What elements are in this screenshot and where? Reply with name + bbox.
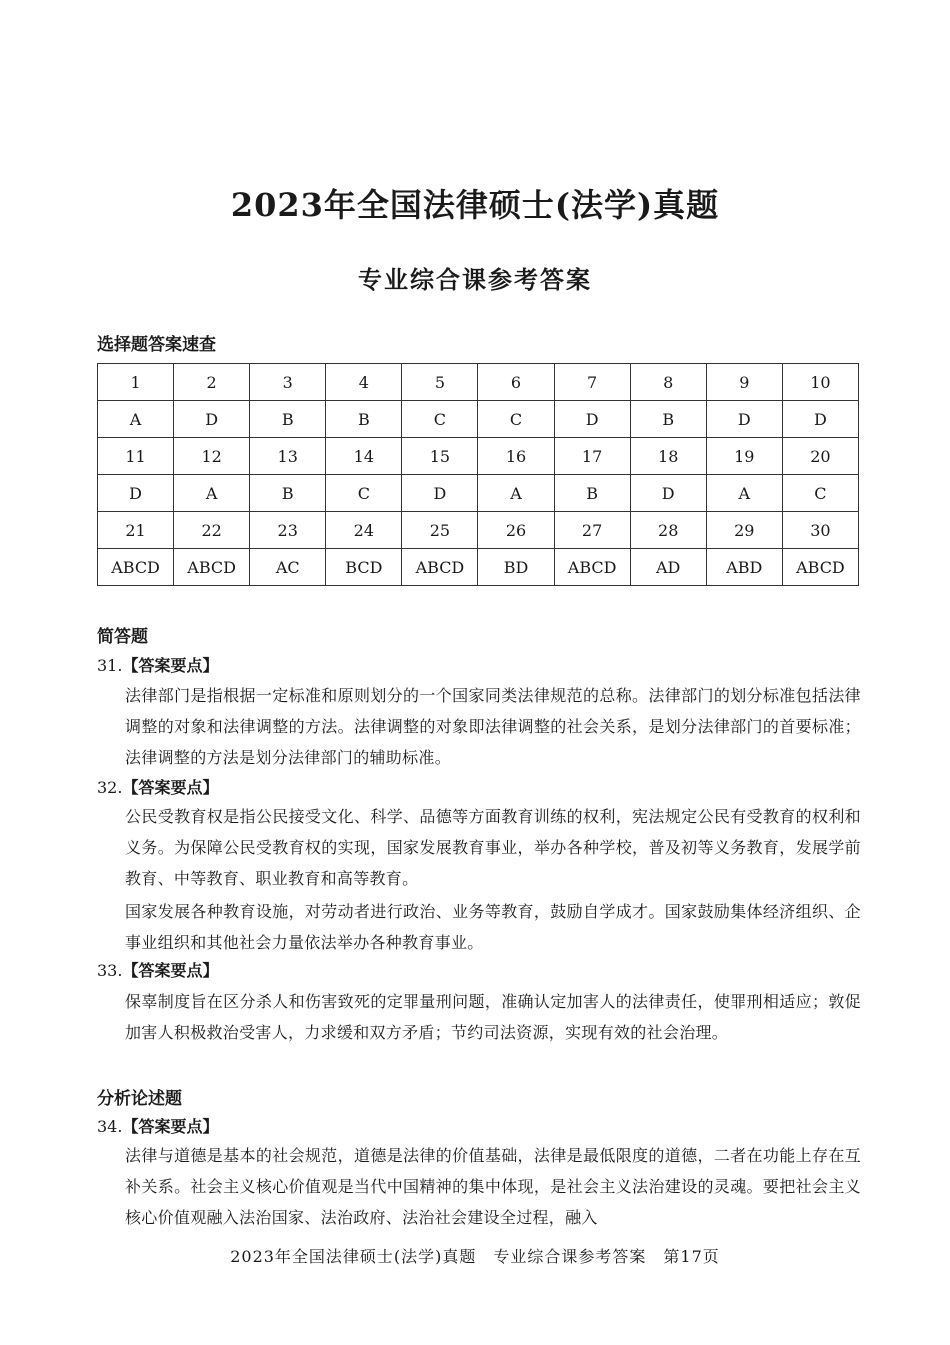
table-cell: 14 bbox=[326, 438, 402, 475]
answer-paragraph: 法律部门是指根据一定标准和原则划分的一个国家同类法律规范的总称。法律部门的划分标准包括法律调整的对象和法律调整的方法。法律调整的对象即法律调整的社会关系，是划分法律部门的首要标准；法律调整的方法是划分法律部门的辅助标准。 bbox=[125, 686, 861, 767]
answer-key-label: 【答案要点】 bbox=[122, 961, 219, 980]
table-row bbox=[98, 512, 859, 549]
table-cell: 3 bbox=[250, 364, 326, 401]
analysis-label: 分析论述题 bbox=[97, 1089, 182, 1109]
table-cell: D bbox=[706, 401, 782, 438]
table-cell: 7 bbox=[554, 364, 630, 401]
question-32-heading bbox=[97, 775, 218, 798]
table-cell: ABD bbox=[706, 549, 782, 586]
table-cell: D bbox=[554, 401, 630, 438]
table-cell: ABCD bbox=[174, 549, 250, 586]
table-cell: 22 bbox=[174, 512, 250, 549]
table-cell: 12 bbox=[174, 438, 250, 475]
table-cell: AD bbox=[630, 549, 706, 586]
table-cell: 20 bbox=[782, 438, 858, 475]
answer-paragraph: 国家发展各种教育设施，对劳动者进行政治、业务等教育，鼓励自学成才。国家鼓励集体经济组织、企事业组织和其他社会力量依法举办各种教育事业。 bbox=[125, 902, 861, 952]
answer-paragraph: 公民受教育权是指公民接受文化、科学、品德等方面教育训练的权利，宪法规定公民有受教育的权利和义务。为保障公民受教育权的实现，国家发展教育事业，举办各种学校，普及初等义务教育，发展学前教育、中等教育、职业教育和高等教育。 bbox=[125, 807, 861, 888]
table-cell: 21 bbox=[98, 512, 174, 549]
page-subtitle: 专业综合课参考答案 bbox=[358, 266, 592, 294]
table-cell: C bbox=[326, 475, 402, 512]
table-cell: 10 bbox=[782, 364, 858, 401]
table-cell: B bbox=[250, 475, 326, 512]
table-cell: BCD bbox=[326, 549, 402, 586]
question-34-heading bbox=[97, 1114, 218, 1137]
table-row bbox=[98, 438, 859, 475]
table-cell: 16 bbox=[478, 438, 554, 475]
table-cell: 8 bbox=[630, 364, 706, 401]
answer-key-label: 【答案要点】 bbox=[122, 1117, 219, 1136]
table-cell: ABCD bbox=[782, 549, 858, 586]
table-cell: 1 bbox=[98, 364, 174, 401]
table-cell: ABCD bbox=[554, 549, 630, 586]
question-number: 34. bbox=[97, 1117, 123, 1136]
table-cell: B bbox=[250, 401, 326, 438]
answer-table bbox=[97, 363, 859, 586]
question-33-heading bbox=[97, 958, 218, 981]
table-cell: 15 bbox=[402, 438, 478, 475]
answer-key-label: 【答案要点】 bbox=[122, 656, 219, 675]
table-cell: D bbox=[402, 475, 478, 512]
question-31-heading bbox=[97, 653, 218, 676]
table-row bbox=[98, 549, 859, 586]
table-cell: 4 bbox=[326, 364, 402, 401]
table-cell: 23 bbox=[250, 512, 326, 549]
table-cell: C bbox=[782, 475, 858, 512]
table-cell: A bbox=[174, 475, 250, 512]
table-cell: B bbox=[326, 401, 402, 438]
table-row bbox=[98, 475, 859, 512]
table-cell: 26 bbox=[478, 512, 554, 549]
question-number: 32. bbox=[97, 778, 123, 797]
table-cell: 19 bbox=[706, 438, 782, 475]
table-cell: A bbox=[478, 475, 554, 512]
table-cell: A bbox=[706, 475, 782, 512]
table-cell: 30 bbox=[782, 512, 858, 549]
short-answer-label: 简答题 bbox=[97, 627, 148, 647]
table-row bbox=[98, 364, 859, 401]
page-footer: 2023年全国法律硕士(法学)真题 专业综合课参考答案 第17页 bbox=[230, 1247, 720, 1266]
table-cell: B bbox=[554, 475, 630, 512]
table-cell: B bbox=[630, 401, 706, 438]
table-cell: 9 bbox=[706, 364, 782, 401]
table-cell: 27 bbox=[554, 512, 630, 549]
table-cell: AC bbox=[250, 549, 326, 586]
table-cell: C bbox=[402, 401, 478, 438]
table-cell: 17 bbox=[554, 438, 630, 475]
quick-check-label: 选择题答案速查 bbox=[97, 335, 216, 355]
table-cell: 28 bbox=[630, 512, 706, 549]
table-cell: D bbox=[174, 401, 250, 438]
table-cell: D bbox=[630, 475, 706, 512]
table-cell: 2 bbox=[174, 364, 250, 401]
table-cell: BD bbox=[478, 549, 554, 586]
table-cell: ABCD bbox=[98, 549, 174, 586]
table-cell: A bbox=[98, 401, 174, 438]
table-cell: ABCD bbox=[402, 549, 478, 586]
page-title: 2023年全国法律硕士(法学)真题 bbox=[230, 186, 720, 224]
table-cell: 13 bbox=[250, 438, 326, 475]
table-row bbox=[98, 401, 859, 438]
table-cell: 18 bbox=[630, 438, 706, 475]
table-cell: 24 bbox=[326, 512, 402, 549]
table-cell: D bbox=[782, 401, 858, 438]
table-cell: 5 bbox=[402, 364, 478, 401]
table-cell: 25 bbox=[402, 512, 478, 549]
answer-paragraph: 保辜制度旨在区分杀人和伤害致死的定罪量刑问题，准确认定加害人的法律责任，使罪刑相适应；敦促加害人积极救治受害人，力求缓和双方矛盾；节约司法资源，实现有效的社会治理。 bbox=[125, 992, 861, 1042]
question-number: 31. bbox=[97, 656, 123, 675]
answer-key-label: 【答案要点】 bbox=[122, 778, 219, 797]
answer-paragraph: 法律与道德是基本的社会规范，道德是法律的价值基础，法律是最低限度的道德，二者在功能上存在互补关系。社会主义核心价值观是当代中国精神的集中体现，是社会主义法治建设的灵魂。要把社会主义核心价值观融入法治国家、法治政府、法治社会建设全过程，融入 bbox=[125, 1146, 861, 1227]
table-cell: D bbox=[98, 475, 174, 512]
question-number: 33. bbox=[97, 961, 123, 980]
table-cell: C bbox=[478, 401, 554, 438]
table-cell: 29 bbox=[706, 512, 782, 549]
table-cell: 6 bbox=[478, 364, 554, 401]
table-cell: 11 bbox=[98, 438, 174, 475]
